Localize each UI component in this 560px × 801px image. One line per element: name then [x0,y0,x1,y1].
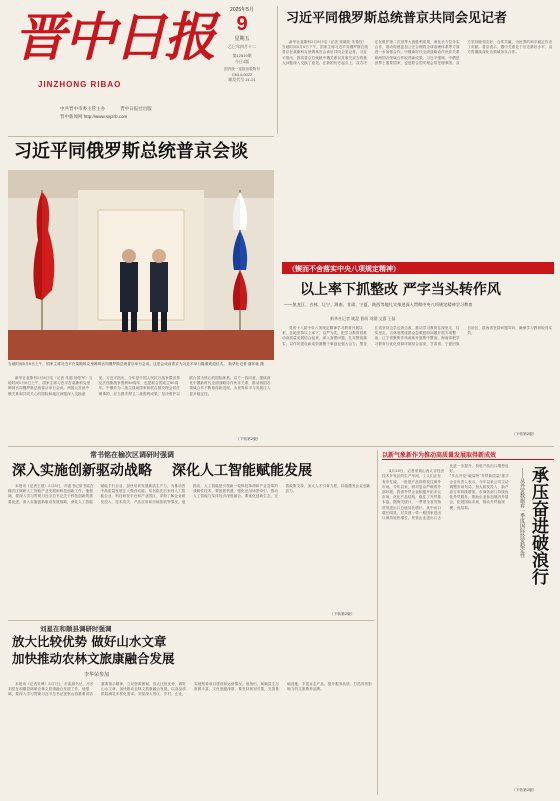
lower-mid-body [8,682,374,795]
mid-divider [8,446,554,447]
masthead-pinyin: JINZHONG RIBAO [38,80,122,89]
lower-left-continued: （下转第2版） [330,612,355,616]
masthead [8,6,270,134]
right-column-divider [377,450,378,795]
right-column-banner-rule [382,459,554,460]
lower-mid-kicker: 刘星在和顺县调研时强调 [40,626,112,633]
post-code: 邮发代号 21-21 [228,77,256,82]
dateblock [214,6,270,83]
main-photo [8,170,274,360]
publisher: 中共晋中市委主管主办 [60,106,105,111]
main-headline: 习近平同俄罗斯总统普京会谈 [14,141,248,162]
date-lunar: 乙巳年四月十二 [228,44,256,49]
website: 晋中新闻网 http://www.sxjzrb.com [60,114,128,119]
lower-mid-byline: 李华荣参加 [84,672,110,678]
top-right-body [282,40,554,256]
second-subhead: ——黑龙江、吉林、辽宁、海南、甘肃、宁夏、陕西等地扎实推进深入贯彻中央八项规定精神学习教育 [284,302,473,307]
right-column-body [382,464,512,795]
main-story-body-text: 新华社莫斯科5月8日电（记者 朱超 杨依军）当地时间5月8日上午，国家主席习近平在莫斯科克里姆林宫同俄罗斯总统普京举行会谈。两国元首就中俄关系和共同关心的国际和地区问题深入交换意见。习近平指出，今年是中国人民抗日战争暨世界反法西斯战争胜利80周年，也是联合国成立80周年。中俄作为二战主战场国家和联合国安理会常任理事国，应当携手捍卫二战胜利成果，坚决维护以联合国为核心的国际体系。双方一致同意，继续深化中俄新时代全面战略协作伙伴关系，推动两国各领域合作不断取得新进展，为世界和平与发展注入更多稳定性。 [8,376,271,396]
masthead-title: 晋中日报 [14,7,215,68]
edition-info: 晋中日报社出版 [120,106,152,111]
right-column-headline: 承压奋进破浪行 [528,466,548,585]
masthead-footer [8,106,270,120]
right-column-subhead: ——从外贸数据看一季度国际经贸稳定性 [519,468,525,558]
main-photo-caption: 当地时间5月8日上午，国家主席习近平在莫斯科克里姆林宫同俄罗斯总统普京举行会谈。这是会谈前普京为习近平举行隆重欢迎仪式。 新华社记者 谢环驰 摄 [8,362,264,366]
lower-left-body [8,484,372,616]
issue-number: 第12519期 [232,53,252,58]
cn-number: CN14-0022 [231,72,253,77]
lower-mid-divider [8,620,374,621]
lower-mid-body-text: 本报讯（记者吴博）5月7日，市委副书记、市长刘星在和顺县调研农林文旅康融合发展工作。他强调，要深入学习贯彻习近平总书记视察山西重要讲话重要指示精神，立足资源禀赋，放大比较优势，做好山水文章，加快推动农林文旅康融合发展，以高品质供给满足多样化需求。刘星深入景区、乡村、企业，实地察看项目建设和运营情况。他指出，和顺县生态资源丰富、文化底蕴深厚，要坚持规划引领，完善基础设施，丰富业态产品，提升服务品质，打造具有影响力的文旅康养品牌。 [8,682,372,697]
second-story-continued: （下转第2版） [512,432,537,436]
date-year-month: 2025年5月 [230,7,254,13]
page-count: 今日4版 [234,59,250,64]
lower-left-headline1: 深入实施创新驱动战略 [12,463,152,479]
lower-left-kicker: 常书铭在榆次区调研时强调 [90,452,174,459]
date-day: 9 [236,13,248,35]
second-headline: 以上率下抓整改 严字当头转作风 [300,282,501,298]
top-right-story [282,6,554,256]
right-column-banner: 以新气象新作为推动高质量发展取得新成效 [382,453,497,459]
main-story-divider [8,136,274,137]
right-column-continued: （下转第2版） [512,788,537,792]
main-story-body [8,376,274,442]
main-photo-image [8,170,274,360]
top-right-headline: 习近平同俄罗斯总统普京共同会见记者 [286,11,508,26]
banner-bar [282,262,554,274]
banner-label: （锲而不舍落实中央八项规定精神） [288,266,400,273]
lower-left-headline2: 深化人工智能赋能发展 [172,463,312,479]
top-right-body-text: 新华社莫斯科5月8日电（记者 张晓松 朱基钗）当地时间5月8日下午，国家主席习近平同俄罗斯总统普京在莫斯科克里姆林宫会谈后共同会见记者。习近平指出，我同普京总统就中俄关系以及事关双方的重大问题深入交换了意见。在新的历史起点上，双方决定在维护第二次世界大战胜利成果，深化全方位务实合作，推动构建更加公正合理的全球治理体系等方面进一步加强合作。中俄新时代全面战略协作伙伴关系和两国各领域合作取得新成果。习近平强调，中俄是世界上重要国家，也是联合国安理会常任理事国。双方坚持睦邻友好、合作共赢，为世界的和平稳定作出了贡献。普京表示，俄中关系处于历史最好水平，双方将继续深化各领域务实合作。 [282,40,553,65]
lower-mid-headline1: 放大比较优势 做好山水文章 [12,634,167,649]
second-story-body [282,326,554,438]
cn-label: 国内统一连续出版物号 [224,67,260,71]
date-weekday: 星期五 [234,36,250,42]
second-story-body-text: 党的十八届中央八项规定精神学习教育开展以来，各地坚持以上率下、以严为先，把学习教育同推动高质量发展结合起来，深入查摆问题，扎实整改落实，以作风建设新成效凝聚干事创业强大合力。黑龙江省坚持边学边查边改，推动学习教育往深里走、往实里走。吉林省围绕群众急难愁盼问题开展专项整治，辽宁省聚焦作风顽疾开展集中整治，海南省把学习教育与优化营商环境结合起来，甘肃省、宁夏回族自治区、陕西省坚持问题导向，确保学习教育取得实效。 [282,326,553,346]
masthead-divider [277,6,278,134]
second-byline: 新华社记者 姚湜 曹萌 刘涵 文露 王磊 [330,316,396,321]
lower-mid-headline2: 加快推动农林文旅康融合发展 [12,651,175,666]
right-column-body-text: 4月28日，记者来到山西太谷经济技术开发区的生产车间，工人们正在有序忙碌，一批批产品即将发往海外市场。今年以来，面对复杂严峻的外部环境，我省外贸企业积极开拓多元市场，优化产品结构，稳住了外贸基本盘。据海关统计，一季度全省货物贸易进出口总值同比增长，其中出口增长明显，对共建一带一路国家进出口保持较快增长。民营企业进出口占比进一步提升，机电产品出口增势良好。 “多点开花”破局特“外贸新质量”抓手 企业负责人表示，今年以来公司主动调整市场布局，加大研发投入，新产品订单持续增加。市商务部门持续优化外贸服务，帮助企业参加境内外展会，拓展国际市场，推动外贸稳规模、优结构。 [382,464,509,521]
lower-left-body-text: 本报讯（记者王煜）5月8日，市委书记常书铭在榆次区调研人工智能产业发展和科技创新工作。他强调，要深入学习贯彻习近平总书记关于科技创新的重要论述，深入实施创新驱动发展战略，深化人工智能赋能千行百业，加快培育发展新质生产力，为推动晋中高质量发展注入强劲动能。常书铭先后来到人工智能企业、科技研发平台和产业园区，详细了解企业研发投入、技术攻关、产品应用和市场拓展等情况。他指出，人工智能是引领新一轮科技革命和产业变革的战略性技术，要抢抓机遇，强化应用场景牵引，推动人工智能与实体经济深度融合。要优化创新生态，完善政策支持，加大人才引育力度，持续激发企业创新活力。 [8,484,371,504]
main-story-continued: （下转第2版） [236,437,261,441]
